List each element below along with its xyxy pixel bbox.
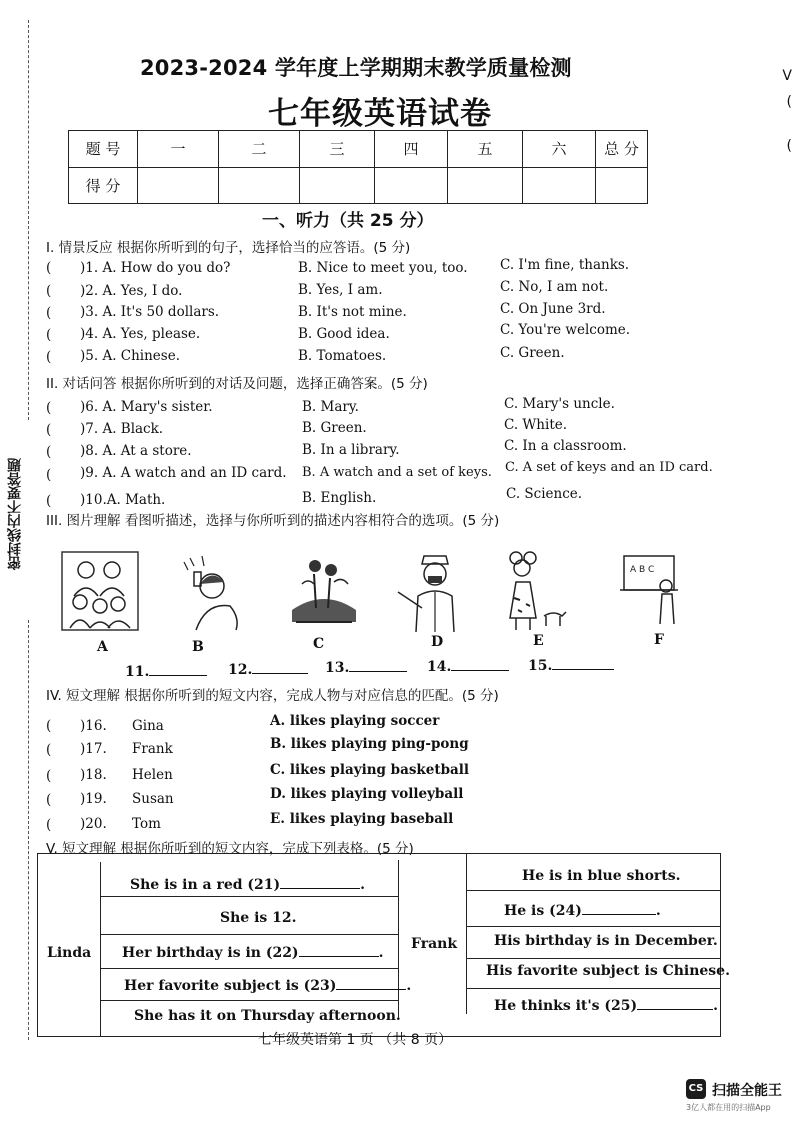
picture-label-a: A [97, 639, 108, 655]
score-header-cell: 题 号 [69, 131, 138, 168]
option-b: B. Tomatoes. [298, 348, 387, 364]
score-header-cell: 三 [300, 131, 375, 168]
match-option: A. likes playing soccer [270, 713, 440, 729]
frank-row: His birthday is in December. [494, 933, 718, 949]
linda-row-text: She is in a red (21) [130, 877, 281, 893]
answer-line[interactable] [637, 997, 713, 1010]
answer-paren[interactable]: ( [46, 817, 52, 833]
answer-paren[interactable]: ( [46, 444, 52, 460]
score-table-score-row [69, 167, 648, 204]
scanner-tagline: 3亿人都在用的扫描App [686, 1103, 771, 1112]
frank-row: He thinks it's (25) . [494, 998, 719, 1014]
row-line [100, 896, 398, 897]
option-b: B. In a library. [302, 442, 400, 458]
part-one-title: 一、听力（共 25 分） [262, 211, 434, 231]
match-number: )19. [80, 791, 107, 807]
option-c: C. In a classroom. [504, 438, 627, 454]
picture-label-c: C [313, 636, 325, 652]
match-option: B. likes playing ping-pong [270, 736, 469, 752]
edge-mark-1: V [782, 68, 792, 84]
answer-paren[interactable]: ( [46, 718, 52, 734]
answer-paren[interactable]: ( [46, 283, 52, 299]
answer-paren[interactable]: ( [46, 467, 52, 483]
row-line [100, 1000, 398, 1001]
edge-mark-3: ( [786, 138, 792, 154]
section4-instruction: IV. 短文理解 根据你所听到的短文内容，完成人物与对应信息的匹配。(5 分) [46, 688, 499, 704]
question-stem: )2. A. Yes, I do. [80, 283, 183, 299]
score-table-header-row [69, 131, 648, 168]
score-input-cell[interactable] [300, 167, 375, 204]
linda-row-text: Her birthday is in (22) [122, 945, 299, 961]
match-name: Frank [132, 741, 173, 757]
section1-instruction: I. 情景反应 根据你所听到的句子，选择恰当的应答语。(5 分) [46, 240, 411, 256]
score-header-cell: 五 [448, 131, 523, 168]
question-stem: )8. A. At a store. [80, 443, 192, 459]
score-input-cell[interactable] [219, 167, 300, 204]
score-header-cell: 一 [138, 131, 219, 168]
frank-label: Frank [411, 936, 458, 952]
picture-label-e: E [533, 633, 544, 649]
blank-14[interactable] [427, 658, 509, 675]
answer-paren[interactable]: ( [46, 768, 52, 784]
option-c: C. White. [504, 417, 568, 433]
nurse-picture [392, 548, 474, 634]
score-input-cell[interactable] [596, 167, 648, 204]
option-b: B. Yes, I am. [298, 282, 383, 298]
edge-mark-2: ( [786, 94, 792, 110]
blank-number: 14. [427, 659, 452, 675]
match-name: Gina [132, 718, 164, 734]
section2-instruction: II. 对话问答 根据你所听到的对话及问题，选择正确答案。(5 分) [46, 376, 428, 392]
option-c: C. Science. [506, 486, 583, 502]
option-b: B. Mary. [302, 399, 359, 415]
scanner-logo-icon: CS [686, 1079, 706, 1099]
answer-line[interactable] [552, 657, 614, 670]
blank-number: 13. [325, 660, 350, 676]
binding-dashed-line-bottom [28, 620, 29, 1040]
row-line [466, 958, 720, 959]
match-number: )18. [80, 767, 107, 783]
score-row-label: 得 分 [69, 167, 138, 204]
answer-paren[interactable]: ( [46, 792, 52, 808]
option-c: C. On June 3rd. [500, 301, 606, 317]
match-number: )16. [80, 718, 107, 734]
table-divider [398, 860, 399, 1018]
question-stem: )10.A. Math. [80, 492, 166, 508]
family-picture [60, 548, 140, 634]
picture-label-d: D [431, 634, 444, 650]
girl-with-dog-picture [494, 548, 574, 634]
answer-paren[interactable]: ( [46, 349, 52, 365]
frank-row: His favorite subject is Chinese. [486, 963, 730, 979]
answer-paren[interactable]: ( [46, 305, 52, 321]
blank-number: 12. [228, 662, 253, 678]
answer-paren[interactable]: ( [46, 742, 52, 758]
score-header-cell: 二 [219, 131, 300, 168]
frank-row: He is (24) . [504, 903, 661, 919]
linda-row: Her birthday is in (22) . [122, 945, 384, 961]
score-header-cell: 四 [375, 131, 448, 168]
match-name: Helen [132, 767, 173, 783]
linda-row: She has it on Thursday afternoon. [134, 1008, 401, 1024]
scene-picture [286, 548, 362, 634]
answer-line[interactable] [299, 944, 379, 957]
score-header-cell: 六 [523, 131, 596, 168]
answer-line[interactable] [336, 977, 406, 990]
linda-label: Linda [47, 945, 92, 961]
answer-paren[interactable]: ( [46, 327, 52, 343]
score-input-cell[interactable] [138, 167, 219, 204]
option-b: B. Good idea. [298, 326, 390, 342]
question-stem: )3. A. It's 50 dollars. [80, 304, 220, 320]
row-line [466, 988, 720, 989]
linda-row: She is in a red (21) . [130, 877, 366, 893]
question-stem: )1. A. How do you do? [80, 260, 231, 276]
match-option: C. likes playing basketball [270, 762, 470, 778]
match-name: Susan [132, 791, 174, 807]
blank-number: 15. [528, 658, 553, 674]
score-header-cell: 总 分 [596, 131, 648, 168]
picture-label-f: F [654, 632, 664, 648]
girl-on-phone-picture [176, 548, 242, 634]
exam-subtitle: 七年级英语试卷 [268, 96, 492, 132]
frank-row-text: He is (24) [504, 903, 582, 919]
match-number: )17. [80, 741, 107, 757]
info-table [37, 853, 730, 1037]
answer-paren[interactable]: ( [46, 493, 52, 509]
option-b: B. English. [302, 490, 377, 506]
question-stem: )9. A. A watch and an ID card. [80, 465, 287, 481]
score-input-cell[interactable] [523, 167, 596, 204]
question-stem: )7. A. Black. [80, 421, 164, 437]
binding-notice: 密封线内不要答题 [7, 458, 23, 570]
option-c: C. I'm fine, thanks. [500, 257, 630, 273]
score-input-cell[interactable] [375, 167, 448, 204]
answer-line[interactable] [349, 659, 407, 672]
teacher-at-blackboard-picture [616, 548, 690, 634]
exam-title: 2023-2024 学年度上学期期末教学质量检测 [140, 56, 572, 80]
table-divider [100, 862, 101, 1036]
option-b: B. A watch and a set of keys. [302, 465, 492, 480]
answer-line[interactable] [451, 658, 509, 671]
answer-paren[interactable]: ( [46, 422, 52, 438]
match-number: )20. [80, 816, 107, 832]
section5-instruction: V. 短文理解 根据你所听到的短文内容，完成下列表格。(5 分) [46, 841, 414, 857]
blank-15[interactable] [528, 657, 614, 674]
board-text: A B C [630, 565, 655, 575]
option-c: C. No, I am not. [500, 279, 609, 295]
linda-row-text: Her favorite subject is (23) [124, 978, 337, 994]
option-b: B. Green. [302, 420, 367, 436]
option-b: B. Nice to meet you, too. [298, 260, 468, 276]
option-c: C. Mary's uncle. [504, 396, 615, 412]
option-c: C. A set of keys and an ID card. [505, 460, 713, 475]
page-footer: 七年级英语第 1 页 （共 8 页） [258, 1032, 453, 1048]
blank-12[interactable] [228, 661, 308, 678]
score-input-cell[interactable] [448, 167, 523, 204]
row-line [100, 934, 398, 935]
answer-line[interactable] [582, 902, 656, 915]
answer-line[interactable] [252, 661, 308, 674]
blank-13[interactable] [325, 659, 407, 676]
frank-row: He is in blue shorts. [522, 868, 681, 884]
answer-line[interactable] [280, 876, 360, 889]
blank-11[interactable] [125, 663, 207, 680]
question-stem: )4. A. Yes, please. [80, 326, 201, 342]
binding-dashed-line-top [28, 20, 29, 420]
blank-number: 11. [125, 664, 150, 680]
option-c: C. Green. [500, 345, 565, 361]
answer-line[interactable] [149, 663, 207, 676]
question-stem: )6. A. Mary's sister. [80, 399, 213, 415]
frank-row-text: He thinks it's (25) [494, 998, 638, 1014]
scanner-brand: 扫描全能王 [712, 1083, 782, 1099]
table-divider [466, 854, 467, 1014]
score-table [68, 130, 648, 204]
option-b: B. It's not mine. [298, 304, 407, 320]
linda-row: She is 12. [220, 910, 297, 926]
match-option: D. likes playing volleyball [270, 786, 464, 802]
answer-paren[interactable]: ( [46, 400, 52, 416]
row-line [466, 890, 720, 891]
question-stem: )5. A. Chinese. [80, 348, 181, 364]
match-option: E. likes playing baseball [270, 811, 454, 827]
section3-instruction: III. 图片理解 看图听描述，选择与你所听到的描述内容相符合的选项。(5 分) [46, 513, 500, 529]
option-c: C. You're welcome. [500, 322, 631, 338]
row-line [466, 926, 720, 927]
linda-row: Her favorite subject is (23) . [124, 978, 412, 994]
row-line [100, 968, 398, 969]
match-name: Tom [132, 816, 161, 832]
picture-label-b: B [192, 639, 204, 655]
answer-paren[interactable]: ( [46, 260, 52, 276]
